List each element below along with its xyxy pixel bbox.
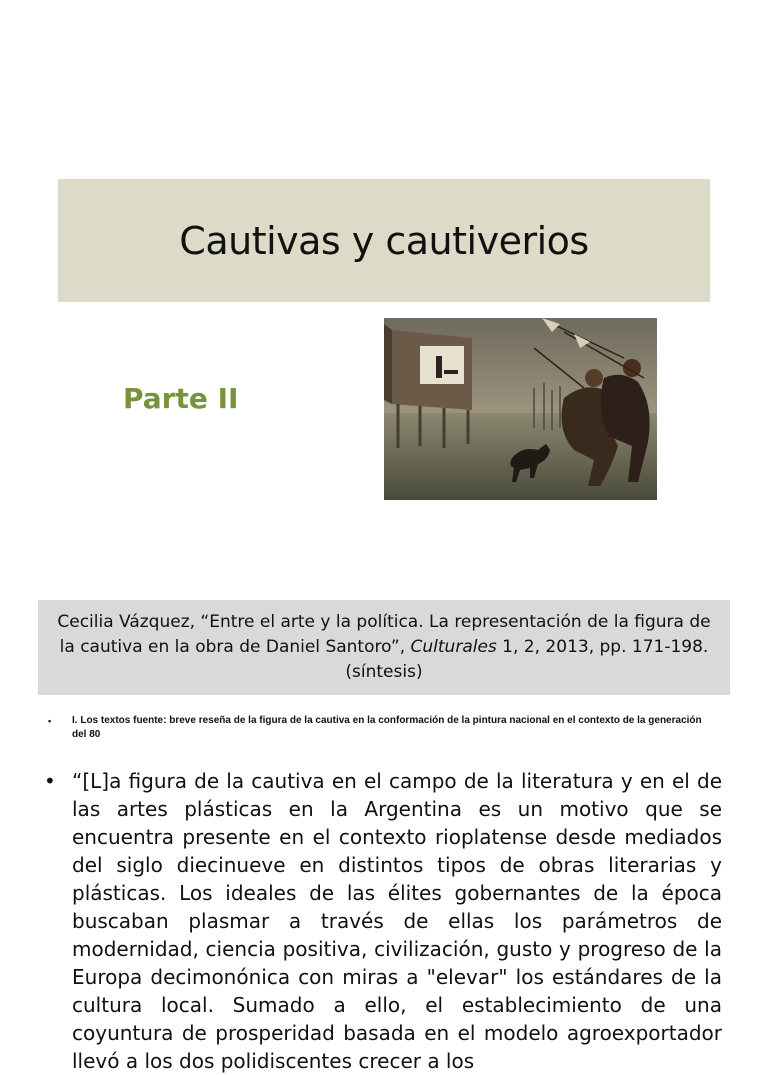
citation-box <box>38 600 730 695</box>
bullet-icon: • <box>44 769 56 793</box>
bullet-text: “[L]a figura de la cautiva en el campo de la literatura y en el de las artes plásticas en la Argentina es un motivo que se encuentra presente en el contexto rioplatense desde mediados del siglo diecinueve en distintos tipos de obras literarias y plásticas. Los ideales de las élites gobernantes de la época buscaban plasmar a través de ellas los parámetros de modernidad, ciencia positiva, civilización, gusto y progreso de la Europa decimonónica con miras a "elevar" los estándares de la cultura local. Sumado a ello, el establecimiento de una coyuntura de prosperidad basada en el modelo agroexportador llevó a los dos polidiscentes crecer a los <box>72 769 722 1073</box>
title-banner <box>58 179 710 302</box>
list-item <box>48 714 708 742</box>
citation-journal: Culturales <box>410 637 497 657</box>
bullet-icon: • <box>48 716 52 726</box>
list-item <box>44 767 722 1075</box>
citation-text: Cecilia Vázquez, “Entre el arte y la política. La representación de la figura de la cautiva en la obra de Daniel Santoro”, <box>57 612 711 657</box>
bullet-text: I. Los textos fuente: breve reseña de la figura de la cautiva en la conformación de la pintura nacional en el contexto de la generación del 80 <box>72 715 702 740</box>
citation-pages: 1, 2, 2013, pp. 171-198. <box>496 637 709 657</box>
citation-note: (síntesis) <box>345 662 423 682</box>
painting-image <box>384 318 657 500</box>
slide-title: Cautivas y cautiverios <box>179 218 589 263</box>
slide-subtitle: Parte II <box>123 382 239 415</box>
